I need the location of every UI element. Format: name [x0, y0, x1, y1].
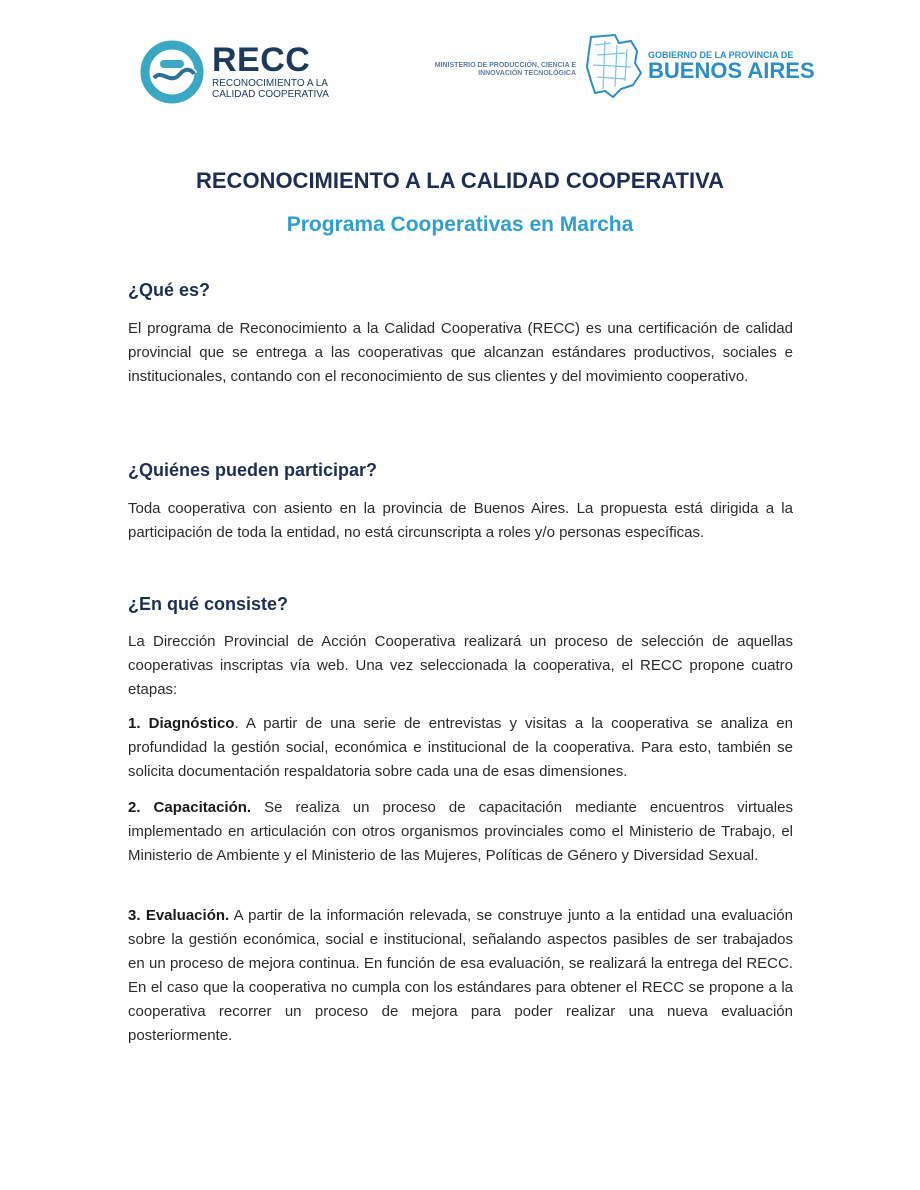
- page-header: [0, 0, 920, 130]
- step-label: 2. Capacitación.: [128, 799, 252, 816]
- recc-logo-title: RECC: [212, 41, 311, 79]
- paragraph-consiste: La Dirección Provincial de Acción Cooperativa realizará un proceso de selección de aquellas cooperativas inscriptas vía web. Una vez seleccionada la cooperativa, el RECC propone cuatro etapas:: [128, 633, 793, 698]
- heading-consiste: ¿En qué consiste?: [128, 594, 289, 614]
- step-text: A partir de la información relevada, se construye junto a la entidad una evaluación sobre la gestión económica, social e institucional, señalando aspectos pasibles de ser trabajados en un proceso de mejora continua. En función de esa evaluación, se realizará la entrega del RECC. En el caso que la cooperativa no cumpla con los estándares para obtener el RECC se propone a la cooperativa recorrer un proceso de mejora para poder realizar una nueva evaluación posteriormente.: [128, 907, 793, 1044]
- page-subtitle: Programa Cooperativas en Marcha: [286, 213, 634, 236]
- provincia-name: BUENOS AIRES: [648, 58, 815, 83]
- step-label: 3. Evaluación.: [128, 907, 230, 924]
- recc-logo: [140, 40, 340, 110]
- recc-logo-subtitle: RECONOCIMIENTO A LA CALIDAD COOPERATIVA: [212, 78, 329, 100]
- paragraph-que-es: El programa de Reconocimiento a la Calidad Cooperativa (RECC) es una certificación de calidad provincial que se entrega a las cooperativas que alcanzan estándares productivos, sociales e institucionales, contando con el reconocimiento de sus clientes y del movimiento cooperativo.: [128, 320, 793, 385]
- ministerio-label: MINISTERIO DE PRODUCCIÓN, CIENCIA E INNOVACIÓN TECNOLÓGICA: [434, 62, 576, 77]
- step-evaluacion: [128, 904, 793, 1048]
- step-label: 1. Diagnóstico: [128, 715, 235, 732]
- heading-que-es: ¿Qué es?: [128, 280, 211, 300]
- step-diagnostico: [128, 712, 793, 784]
- step-text: Se realiza un proceso de capacitación mediante encuentros virtuales implementado en articulación con otros organismos provinciales como el Ministerio de Trabajo, el Ministerio de Ambiente y el Ministerio de las Mujeres, Políticas de Género y Diversidad Sexual.: [128, 799, 793, 864]
- page-title: RECONOCIMIENTO A LA CALIDAD COOPERATIVA: [196, 168, 724, 193]
- step-text: . A partir de una serie de entrevistas y visitas a la cooperativa se analiza en profundidad la gestión social, económica e institucional de la cooperativa. Para esto, también se solicita documentación respaldatoria sobre cada una de esas dimensiones.: [128, 715, 793, 780]
- provincia-logo: [648, 50, 815, 82]
- paragraph-quienes: Toda cooperativa con asiento en la provincia de Buenos Aires. La propuesta está dirigida a la participación de toda la entidad, no está circunscripta a roles y/o personas específicas.: [128, 500, 793, 541]
- heading-quienes: ¿Quiénes pueden participar?: [128, 460, 378, 480]
- step-capacitacion: [128, 796, 793, 868]
- recc-logo-mark-icon: [140, 40, 204, 104]
- gobierno-label: GOBIERNO DE LA PROVINCIA DE: [648, 50, 794, 60]
- buenos-aires-map-icon: [585, 33, 643, 99]
